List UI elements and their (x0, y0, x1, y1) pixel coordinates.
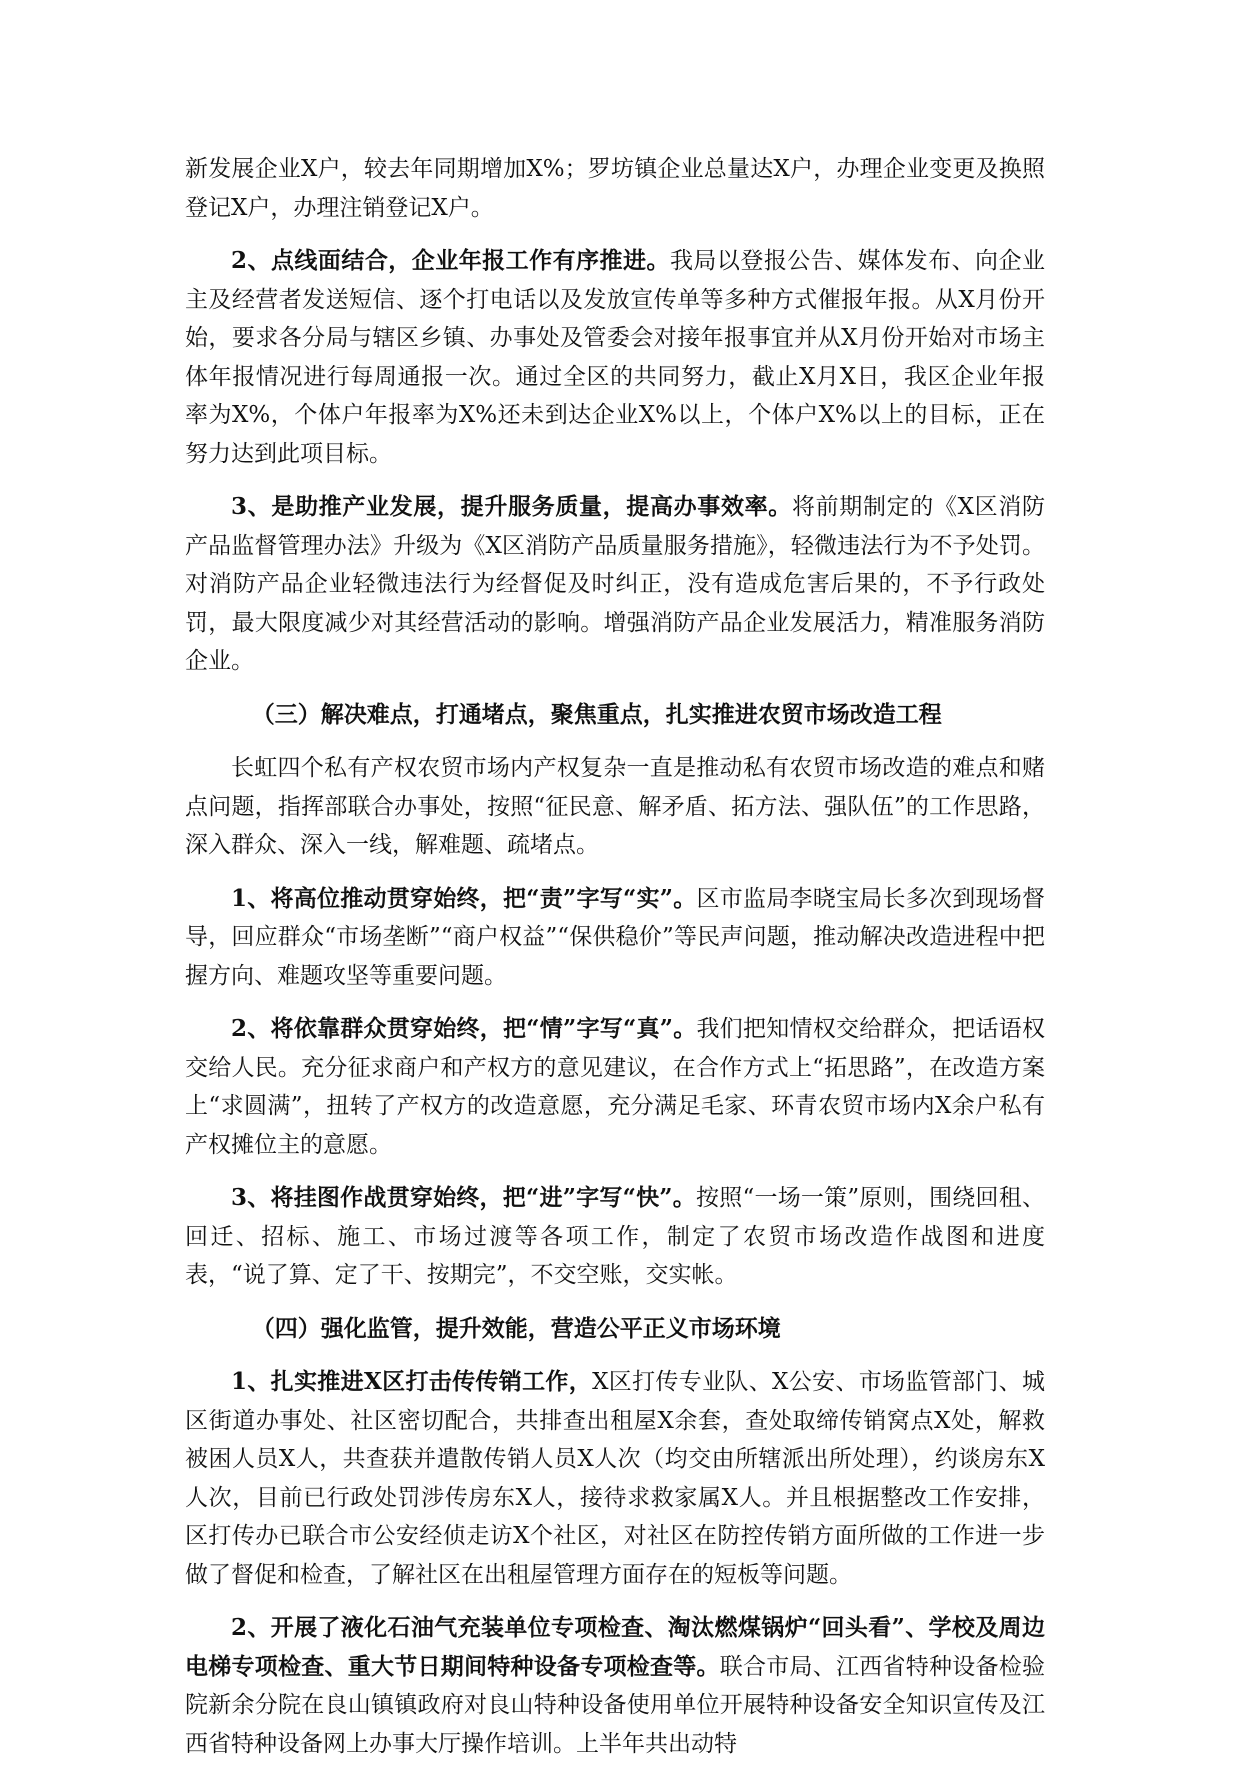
section-heading-3: （三）解决难点，打通堵点，聚焦重点，扎实推进农贸市场改造工程 (251, 700, 942, 728)
paragraph-lead: 1、将高位推动贯穿始终，把“责”字写“实”。 (231, 884, 697, 912)
paragraph-text: 联合市局、江西省特种设备检验院新余分院在良山镇镇政府对良山特种设备使用单位开展特种设备安全知识宣传及江西省特种设备网上办事大厅操作培训。上半年共出动特 (185, 1653, 1045, 1757)
paragraph-continued (185, 150, 1045, 227)
paragraph-text: 区市监局李晓宝局长多次到现场督导，回应群众“市场垄断”“商户权益”“保供稳价”等民声问题，推动解决改造进程中把握方向、难题攻坚等重要问题。 (185, 885, 1046, 989)
paragraph-text: 我局以登报公告、媒体发布、向企业主及经营者发送短信、逐个打电话以及发放宣传单等多种方式催报年报。从X月份开始，要求各分局与辖区乡镇、办事处及管委会对接年报事宜并从X月份开始对市场主体年报情况进行每周通报一次。通过全区的共同努力，截止X月X日，我区企业年报率为X%，个体户年报率为X%还未到达企业X%以上，个体户X%以上的目标，正在努力达到此项目标。 (185, 248, 1045, 467)
section-heading-4: （四）强化监管，提升效能，营造公平正义市场环境 (251, 1314, 781, 1342)
paragraph-text: 长虹四个私有产权农贸市场内产权复杂一直是推动私有农贸市场改造的难点和赌点问题，指挥部联合办事处，按照“征民意、解矛盾、拓方法、强队伍”的工作思路，深入群众、深入一线，解难题、疏堵点。 (185, 755, 1045, 858)
paragraph-special-inspection (185, 1609, 1045, 1763)
paragraph-anti-pyramid (185, 1363, 1045, 1594)
paragraph-annual-report (185, 242, 1045, 473)
paragraph-masses (185, 1010, 1045, 1164)
paragraph-lead: 2、将依靠群众贯穿始终，把“情”字写“真”。 (231, 1015, 697, 1042)
paragraph-market-intro (185, 749, 1045, 865)
document-body (185, 150, 1045, 1778)
paragraph-lead: 2、点线面结合，企业年报工作有序推进。 (231, 247, 670, 274)
paragraph-text: 将前期制定的《X区消防产品监督管理办法》升级为《X区消防产品质量服务措施》，轻微违法行为不予处罚。对消防产品企业轻微违法行为经督促及时纠正，没有造成危害后果的，不予行政处罚，最大限度减少对其经营活动的影响。增强消防产品企业发展活力，精准服务消防企业。 (185, 494, 1045, 674)
paragraph-high-level (185, 880, 1045, 996)
paragraph-text: 按照“一场一策”原则，围绕回租、回迁、招标、施工、市场过渡等各项工作，制定了农贸市场改造作战图和进度表，“说了算、定了干、按期完”，不交空账，交实帐。 (185, 1185, 1045, 1288)
paragraph-fire-products (185, 488, 1045, 681)
paragraph-lead: 2、开展了液化石油气充装单位专项检查、淘汰燃煤锅炉“回头看”、学校及周边电梯专项检查、重大节日期间特种设备专项检查等。 (185, 1614, 1045, 1680)
paragraph-text: 我们把知情权交给群众，把话语权交给人民。充分征求商户和产权方的意见建议，在合作方式上“拓思路”，在改造方案上“求圆满”，扭转了产权方的改造意愿，充分满足毛家、环青农贸市场内X余户私有产权摊位主的意愿。 (185, 1016, 1046, 1158)
paragraph-lead: 1、扎实推进X区打击传传销工作， (231, 1368, 593, 1395)
paragraph-battle-map (185, 1179, 1045, 1295)
paragraph-text: 新发展企业X户，较去年同期增加X%；罗坊镇企业总量达X户，办理企业变更及换照登记X户，办理注销登记X户。 (185, 156, 1045, 221)
paragraph-text: X区打传专业队、X公安、市场监管部门、城区街道办事处、社区密切配合，共排查出租屋X余套，查处取缔传销窝点X处，解救被困人员X人，共查获并遣散传销人员X人次（均交由所辖派出所处理），约谈房东X人次，目前已行政处罚涉传房东X人，接待求救家属X人。并且根据整改工作安排，区打传办已联合市公安经侦走访X个社区，对社区在防控传销方面所做的工作进一步做了督促和检查，了解社区在出租屋管理方面存在的短板等问题。 (185, 1369, 1045, 1588)
paragraph-lead: 3、是助推产业发展，提升服务质量，提高办事效率。 (231, 493, 792, 520)
paragraph-lead: 3、将挂图作战贯穿始终，把“进”字写“快”。 (231, 1184, 697, 1211)
